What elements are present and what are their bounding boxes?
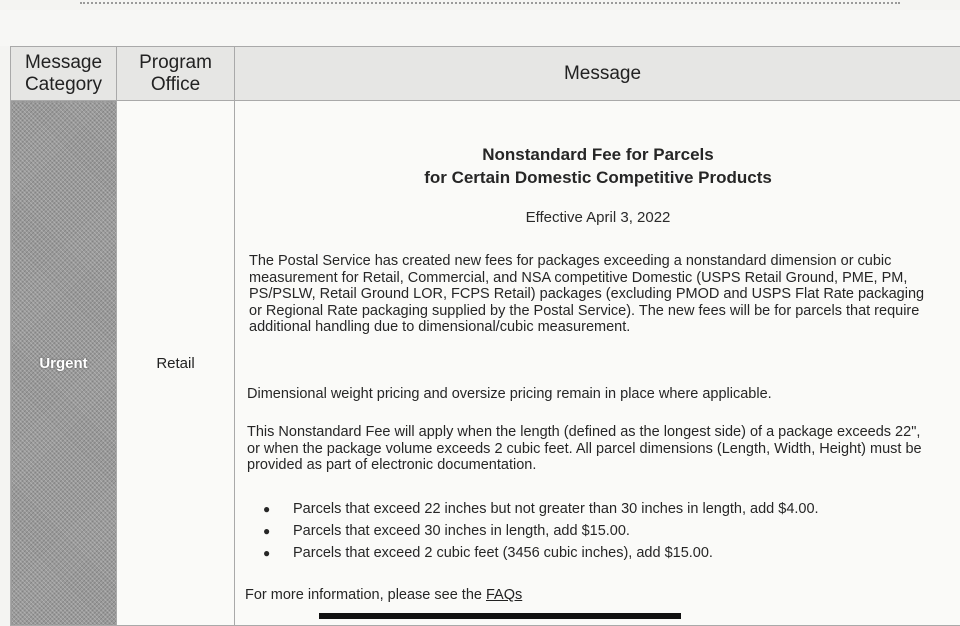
message-row — [11, 101, 960, 626]
bullet-icon: ● — [263, 542, 270, 564]
message-cell — [235, 101, 960, 626]
bullet-icon: ● — [263, 498, 270, 520]
clipped-previous-row — [0, 0, 960, 10]
list-item — [255, 498, 819, 520]
message-title-line1: Nonstandard Fee for Parcels — [235, 143, 960, 166]
paragraph-fee-applicability: This Nonstandard Fee will apply when the length (defined as the longest side) of a package exceeds 22", or when the package volume exceeds 2 cubic feet. All parcel dimensions (Length, Width, Height) must be provided as part of electronic documentation. — [247, 424, 935, 474]
message-title-line2: for Certain Domestic Competitive Products — [235, 166, 960, 189]
faqs-link[interactable]: FAQs — [486, 587, 522, 603]
fee-item-text: Parcels that exceed 30 inches in length, add $15.00. — [293, 523, 630, 539]
more-info-line — [245, 587, 845, 604]
header-program-office: Program Office — [117, 47, 235, 101]
service-alert-table — [10, 46, 960, 626]
fee-list — [255, 498, 819, 564]
fee-item-text: Parcels that exceed 22 inches but not greater than 30 inches in length, add $4.00. — [293, 501, 819, 517]
more-info-text: For more information, please see the — [245, 587, 486, 603]
program-office-cell: Retail — [117, 101, 235, 626]
fee-item-text: Parcels that exceed 2 cubic feet (3456 cubic inches), add $15.00. — [293, 545, 713, 561]
list-item — [255, 520, 819, 542]
list-item — [255, 542, 819, 564]
paragraph-new-fees: The Postal Service has created new fees for packages exceeding a nonstandard dimension or cubic measurement for Retail, Commercial, and NSA competitive Domestic (USPS Retail Ground, PME, PM, PS/PSLW, Retail Ground LOR, FCPS Retail) packages (excluding PMOD and USPS Flat Rate packaging or Regional Rate packaging supplied by the Postal Service). The new fees will be for parcels that require additional handling due to dimensional/cubic measurement. — [249, 253, 937, 336]
effective-date: Effective April 3, 2022 — [235, 209, 960, 226]
spacer-band — [0, 10, 960, 46]
paragraph-dimensional-pricing: Dimensional weight pricing and oversize pricing remain in place where applicable. — [247, 386, 947, 403]
header-row — [11, 47, 960, 101]
bullet-icon: ● — [263, 520, 270, 542]
redaction-bar — [319, 613, 681, 619]
header-message-category: Message Category — [11, 47, 117, 101]
category-cell-urgent: Urgent — [11, 101, 117, 626]
header-message: Message — [235, 47, 960, 101]
